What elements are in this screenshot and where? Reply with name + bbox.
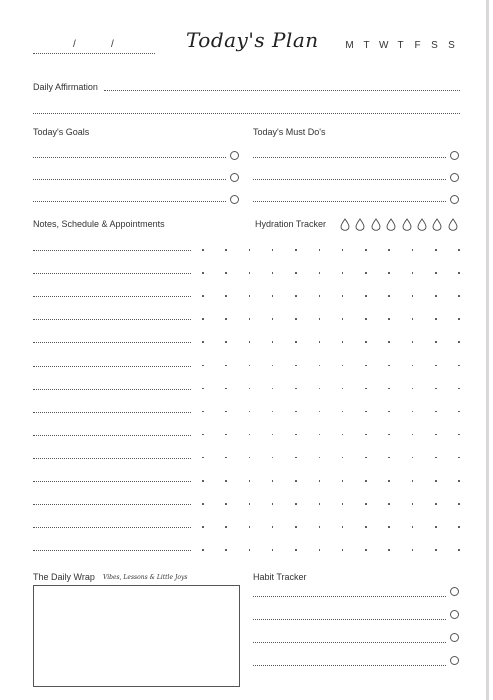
grid-dot bbox=[388, 549, 390, 551]
grid-dot bbox=[202, 318, 204, 320]
grid-dot bbox=[295, 411, 297, 413]
grid-dot bbox=[319, 249, 321, 251]
grid-dot bbox=[458, 434, 460, 436]
notes-line[interactable] bbox=[33, 389, 191, 390]
goal-checkbox[interactable] bbox=[230, 151, 239, 160]
grid-dot bbox=[225, 434, 227, 436]
grid-dot bbox=[272, 549, 274, 551]
grid-dot bbox=[458, 388, 460, 390]
daily-wrap-subtitle: Vibes, Lessons & Little Joys bbox=[103, 574, 188, 581]
grid-dot bbox=[225, 457, 227, 459]
grid-dot bbox=[388, 341, 390, 343]
grid-dot bbox=[342, 341, 344, 343]
notes-line[interactable] bbox=[33, 435, 191, 436]
daily-wrap-label: The Daily Wrap bbox=[33, 572, 95, 582]
grid-dot bbox=[249, 549, 251, 551]
grid-dot bbox=[319, 434, 321, 436]
grid-dot bbox=[458, 365, 460, 367]
notes-line[interactable] bbox=[33, 458, 191, 459]
grid-dot bbox=[388, 457, 390, 459]
grid-dot bbox=[412, 411, 414, 413]
grid-dot bbox=[435, 318, 437, 320]
grid-dot bbox=[342, 411, 344, 413]
grid-dot bbox=[272, 503, 274, 505]
grid-dot bbox=[249, 295, 251, 297]
grid-dot bbox=[458, 341, 460, 343]
grid-dot bbox=[458, 272, 460, 274]
grid-dot bbox=[342, 503, 344, 505]
grid-dot bbox=[272, 411, 274, 413]
grid-dot bbox=[388, 272, 390, 274]
weekday-4[interactable]: F bbox=[414, 40, 421, 51]
grid-dot bbox=[435, 457, 437, 459]
grid-dot bbox=[225, 480, 227, 482]
grid-dot bbox=[225, 411, 227, 413]
grid-dot bbox=[272, 249, 274, 251]
grid-dot bbox=[435, 295, 437, 297]
notes-line[interactable] bbox=[33, 296, 191, 297]
grid-dot bbox=[295, 318, 297, 320]
grid-dot bbox=[202, 272, 204, 274]
grid-dot bbox=[458, 295, 460, 297]
must-do-line[interactable] bbox=[253, 179, 446, 180]
grid-dot bbox=[319, 388, 321, 390]
grid-dot bbox=[272, 295, 274, 297]
grid-dot bbox=[365, 526, 367, 528]
grid-dot bbox=[412, 480, 414, 482]
grid-dot bbox=[365, 457, 367, 459]
notes-line[interactable] bbox=[33, 527, 191, 528]
grid-dot bbox=[295, 249, 297, 251]
grid-dot bbox=[202, 411, 204, 413]
weekday-2[interactable]: W bbox=[379, 40, 389, 51]
grid-dot bbox=[272, 388, 274, 390]
grid-dot bbox=[202, 549, 204, 551]
grid-dot bbox=[249, 526, 251, 528]
weekday-5[interactable]: S bbox=[431, 40, 438, 51]
grid-dot bbox=[388, 526, 390, 528]
grid-dot bbox=[225, 295, 227, 297]
notes-line[interactable] bbox=[33, 366, 191, 367]
grid-dot bbox=[412, 526, 414, 528]
grid-dot bbox=[295, 526, 297, 528]
grid-dot bbox=[388, 388, 390, 390]
grid-dot bbox=[249, 249, 251, 251]
grid-dot bbox=[295, 503, 297, 505]
must-dos-label: Today's Must Do's bbox=[253, 127, 326, 137]
grid-dot bbox=[412, 249, 414, 251]
grid-dot bbox=[342, 526, 344, 528]
notes-line[interactable] bbox=[33, 481, 191, 482]
water-drop-icon[interactable] bbox=[371, 218, 381, 231]
grid-dot bbox=[388, 434, 390, 436]
grid-dot bbox=[388, 295, 390, 297]
grid-dot bbox=[388, 318, 390, 320]
weekday-3[interactable]: T bbox=[397, 40, 404, 51]
grid-dot bbox=[342, 480, 344, 482]
grid-dot bbox=[202, 480, 204, 482]
grid-dot bbox=[365, 341, 367, 343]
water-drop-icon[interactable] bbox=[432, 218, 442, 231]
grid-dot bbox=[319, 295, 321, 297]
grid-dot bbox=[342, 272, 344, 274]
weekday-selector bbox=[345, 40, 456, 51]
weekday-0[interactable]: M bbox=[345, 40, 354, 51]
grid-dot bbox=[319, 341, 321, 343]
grid-dot bbox=[388, 411, 390, 413]
goal-line[interactable] bbox=[33, 201, 226, 202]
grid-dot bbox=[342, 295, 344, 297]
grid-dot bbox=[342, 318, 344, 320]
grid-dot bbox=[412, 295, 414, 297]
date-slash: / bbox=[73, 39, 76, 50]
grid-dot bbox=[388, 365, 390, 367]
grid-dot bbox=[202, 503, 204, 505]
grid-dot bbox=[412, 272, 414, 274]
notes-line[interactable] bbox=[33, 412, 191, 413]
notes-line[interactable] bbox=[33, 319, 191, 320]
must-do-checkbox[interactable] bbox=[450, 173, 459, 182]
grid-dot bbox=[458, 457, 460, 459]
habit-line[interactable] bbox=[253, 619, 446, 620]
grid-dot bbox=[249, 341, 251, 343]
grid-dot bbox=[202, 457, 204, 459]
grid-dot bbox=[295, 365, 297, 367]
habit-line[interactable] bbox=[253, 642, 446, 643]
grid-dot bbox=[435, 480, 437, 482]
notes-line[interactable] bbox=[33, 342, 191, 343]
grid-dot bbox=[202, 341, 204, 343]
grid-dot bbox=[225, 365, 227, 367]
goal-checkbox[interactable] bbox=[230, 173, 239, 182]
grid-dot bbox=[225, 272, 227, 274]
grid-dot bbox=[365, 434, 367, 436]
grid-dot bbox=[435, 272, 437, 274]
grid-dot bbox=[458, 480, 460, 482]
grid-dot bbox=[365, 365, 367, 367]
grid-dot bbox=[272, 341, 274, 343]
grid-dot bbox=[365, 249, 367, 251]
grid-dot bbox=[249, 411, 251, 413]
water-drop-icon[interactable] bbox=[386, 218, 396, 231]
grid-dot bbox=[458, 503, 460, 505]
grid-dot bbox=[225, 318, 227, 320]
grid-dot bbox=[435, 549, 437, 551]
grid-dot bbox=[342, 457, 344, 459]
grid-dot bbox=[365, 549, 367, 551]
page-title: Today's Plan bbox=[186, 28, 319, 52]
grid-dot bbox=[272, 272, 274, 274]
grid-dot bbox=[319, 411, 321, 413]
grid-dot bbox=[272, 526, 274, 528]
grid-dot bbox=[435, 503, 437, 505]
grid-dot bbox=[295, 295, 297, 297]
grid-dot bbox=[225, 249, 227, 251]
grid-dot bbox=[319, 480, 321, 482]
grid-dot bbox=[412, 318, 414, 320]
grid-dot bbox=[295, 341, 297, 343]
grid-dot bbox=[458, 318, 460, 320]
grid-dot bbox=[272, 480, 274, 482]
notes-line[interactable] bbox=[33, 550, 191, 551]
water-drop-icon[interactable] bbox=[448, 218, 458, 231]
water-drop-icon[interactable] bbox=[402, 218, 412, 231]
grid-dot bbox=[435, 341, 437, 343]
grid-dot bbox=[295, 457, 297, 459]
grid-dot bbox=[202, 249, 204, 251]
hydration-label: Hydration Tracker bbox=[255, 219, 327, 229]
grid-dot bbox=[202, 434, 204, 436]
grid-dot bbox=[412, 503, 414, 505]
grid-dot bbox=[342, 434, 344, 436]
grid-dot bbox=[412, 388, 414, 390]
must-do-checkbox[interactable] bbox=[450, 195, 459, 204]
affirmation-label: Daily Affirmation bbox=[33, 82, 98, 92]
grid-dot bbox=[225, 388, 227, 390]
goal-line[interactable] bbox=[33, 179, 226, 180]
grid-dot bbox=[272, 365, 274, 367]
grid-dot bbox=[435, 411, 437, 413]
habit-label: Habit Tracker bbox=[253, 572, 307, 582]
notes-line[interactable] bbox=[33, 250, 191, 251]
grid-dot bbox=[249, 480, 251, 482]
grid-dot bbox=[412, 434, 414, 436]
habit-checkbox[interactable] bbox=[450, 610, 459, 619]
grid-dot bbox=[272, 457, 274, 459]
affirmation-line[interactable] bbox=[104, 90, 460, 91]
grid-dot bbox=[342, 249, 344, 251]
grid-dot bbox=[365, 272, 367, 274]
grid-dot bbox=[342, 365, 344, 367]
grid-dot bbox=[225, 341, 227, 343]
grid-dot bbox=[365, 318, 367, 320]
habit-checkbox[interactable] bbox=[450, 656, 459, 665]
grid-dot bbox=[458, 411, 460, 413]
grid-dot bbox=[365, 480, 367, 482]
grid-dot bbox=[365, 295, 367, 297]
grid-dot bbox=[295, 272, 297, 274]
grid-dot bbox=[319, 272, 321, 274]
grid-dot bbox=[202, 526, 204, 528]
grid-dot bbox=[435, 526, 437, 528]
grid-dot bbox=[412, 457, 414, 459]
grid-dot bbox=[412, 365, 414, 367]
notes-line[interactable] bbox=[33, 504, 191, 505]
notes-label: Notes, Schedule & Appointments bbox=[33, 219, 165, 229]
grid-dot bbox=[272, 434, 274, 436]
grid-dot bbox=[249, 434, 251, 436]
water-drop-icon[interactable] bbox=[417, 218, 427, 231]
must-do-checkbox[interactable] bbox=[450, 151, 459, 160]
grid-dot bbox=[295, 434, 297, 436]
grid-dot bbox=[249, 503, 251, 505]
daily-wrap-box[interactable] bbox=[33, 585, 240, 687]
goals-label: Today's Goals bbox=[33, 127, 90, 137]
grid-dot bbox=[319, 503, 321, 505]
grid-dot bbox=[388, 503, 390, 505]
grid-dot bbox=[435, 388, 437, 390]
grid-dot bbox=[412, 341, 414, 343]
grid-dot bbox=[202, 388, 204, 390]
grid-dot bbox=[365, 411, 367, 413]
grid-dot bbox=[202, 365, 204, 367]
grid-dot bbox=[458, 526, 460, 528]
grid-dot bbox=[435, 434, 437, 436]
habit-line[interactable] bbox=[253, 596, 446, 597]
grid-dot bbox=[365, 388, 367, 390]
grid-dot bbox=[319, 318, 321, 320]
grid-dot bbox=[388, 249, 390, 251]
grid-dot bbox=[365, 503, 367, 505]
grid-dot bbox=[435, 365, 437, 367]
grid-dot bbox=[319, 549, 321, 551]
date-slash: / bbox=[111, 39, 114, 50]
grid-dot bbox=[225, 549, 227, 551]
grid-dot bbox=[272, 318, 274, 320]
grid-dot bbox=[319, 457, 321, 459]
goal-checkbox[interactable] bbox=[230, 195, 239, 204]
weekday-1[interactable]: T bbox=[363, 40, 370, 51]
grid-dot bbox=[458, 249, 460, 251]
grid-dot bbox=[295, 480, 297, 482]
water-drop-icon[interactable] bbox=[355, 218, 365, 231]
grid-dot bbox=[249, 388, 251, 390]
grid-dot bbox=[249, 272, 251, 274]
grid-dot bbox=[412, 549, 414, 551]
grid-dot bbox=[319, 365, 321, 367]
grid-dot bbox=[249, 365, 251, 367]
notes-line[interactable] bbox=[33, 273, 191, 274]
grid-dot bbox=[295, 388, 297, 390]
affirmation-line[interactable] bbox=[33, 113, 460, 114]
grid-dot bbox=[202, 295, 204, 297]
habit-line[interactable] bbox=[253, 665, 446, 666]
grid-dot bbox=[249, 457, 251, 459]
habit-checkbox[interactable] bbox=[450, 633, 459, 642]
grid-dot bbox=[342, 388, 344, 390]
grid-dot bbox=[225, 503, 227, 505]
grid-dot bbox=[319, 526, 321, 528]
goal-line[interactable] bbox=[33, 157, 226, 158]
grid-dot bbox=[249, 318, 251, 320]
grid-dot bbox=[342, 549, 344, 551]
grid-dot bbox=[225, 526, 227, 528]
weekday-6[interactable]: S bbox=[448, 40, 455, 51]
grid-dot bbox=[388, 480, 390, 482]
must-do-line[interactable] bbox=[253, 157, 446, 158]
grid-dot bbox=[458, 549, 460, 551]
must-do-line[interactable] bbox=[253, 201, 446, 202]
date-line[interactable] bbox=[33, 53, 155, 54]
grid-dot bbox=[435, 249, 437, 251]
water-drop-icon[interactable] bbox=[340, 218, 350, 231]
grid-dot bbox=[295, 549, 297, 551]
habit-checkbox[interactable] bbox=[450, 587, 459, 596]
